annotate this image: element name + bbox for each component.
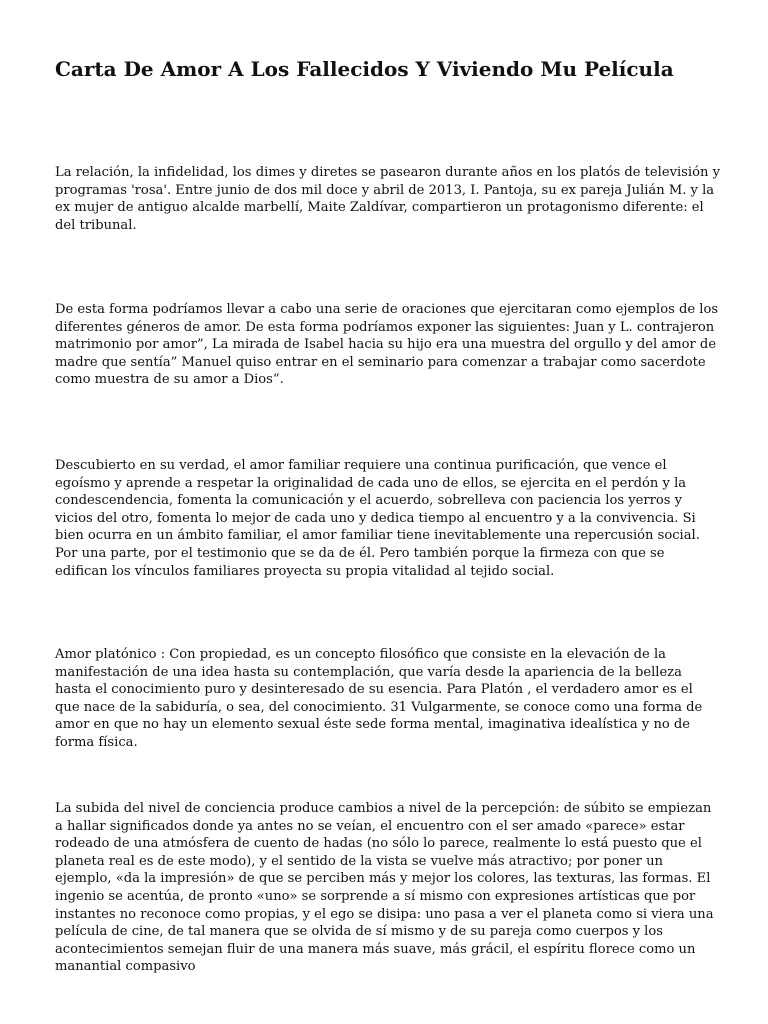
paragraph-generos-de-amor: De esta forma podríamos llevar a cabo una serie de oraciones que ejercitaran como ejemplos de los diferentes géneros de amor. De esta forma podríamos exponer las siguientes: Juan y L. contrajeron matrimonio por amor”, La mirada de Isabel hacia su hijo era una muestra del orgullo y del amor de madre que sentía” Manuel quiso entrar en el seminario para comenzar a trabajar como sacerdote como muestra de su amor a Dios”. [55, 302, 719, 388]
paragraph-nivel-de-conciencia: La subida del nivel de conciencia produce cambios a nivel de la percepción: de súbito se empiezan a hallar significados donde ya antes no se veían, el encuentro con el ser amado «parece» estar rodeado de una atmósfera de cuento de hadas (no sólo lo parece, realmente lo está puesto que el planeta real es de este modo), y el sentido de la vista se vuelve más atractivo; por poner un ejemplo, «da la impresión» de que se perciben más y mejor los colores, las texturas, las formas. El ingenio se acentúa, de pronto «uno» se sorprende a sí mismo con expresiones artísticas que por instantes no reconoce como propias, y el ego se disipa: uno pasa a ver el planeta como si viera una película de cine, de tal manera que se olvida de sí mismo y de su pareja como cuerpos y los acontecimientos semejan fluir de una manera más suave, más grácil, el espíritu florece como un manantial compasivo [55, 801, 714, 975]
document-title: Carta De Amor A Los Fallecidos Y Viviendo Mu Película [55, 57, 674, 81]
paragraph-relacion: La relación, la infidelidad, los dimes y diretes se pasearon durante años en los platós de televisión y programas 'rosa'. Entre junio de dos mil doce y abril de 2013, I. Pantoja, su ex pareja Julián M. y la ex mujer de antiguo alcalde marbellí, Maite Zaldívar, compartieron un protagonismo diferente: el del tribunal. [55, 165, 720, 233]
paragraph-amor-familiar: Descubierto en su verdad, el amor familiar requiere una continua purificación, que vence el egoísmo y aprende a respetar la originalidad de cada uno de ellos, se ejercita en el perdón y la condescendencia, fomenta la comunicación y el acuerdo, sobrelleva con paciencia los yerros y vicios del otro, fomenta lo mejor de cada uno y dedica tiempo al encuentro y a la convivencia. Si bien ocurra en un ámbito familiar, el amor familiar tiene inevitablemente una repercusión social. Por una parte, por el testimonio que se da de él. Pero también porque la firmeza con que se edifican los vínculos familiares proyecta su propia vitalidad al tejido social. [55, 458, 700, 579]
paragraph-amor-platonico: Amor platónico : Con propiedad, es un concepto filosófico que consiste en la elevación de la manifestación de una idea hasta su contemplación, que varía desde la apariencia de la belleza hasta el conocimiento puro y desinteresado de su esencia. Para Platón , el verdadero amor es el que nace de la sabiduría, o sea, del conocimiento. 31 Vulgarmente, se conoce como una forma de amor en que no hay un elemento sexual éste sede forma mental, imaginativa idealística y no de forma física. [55, 647, 703, 750]
